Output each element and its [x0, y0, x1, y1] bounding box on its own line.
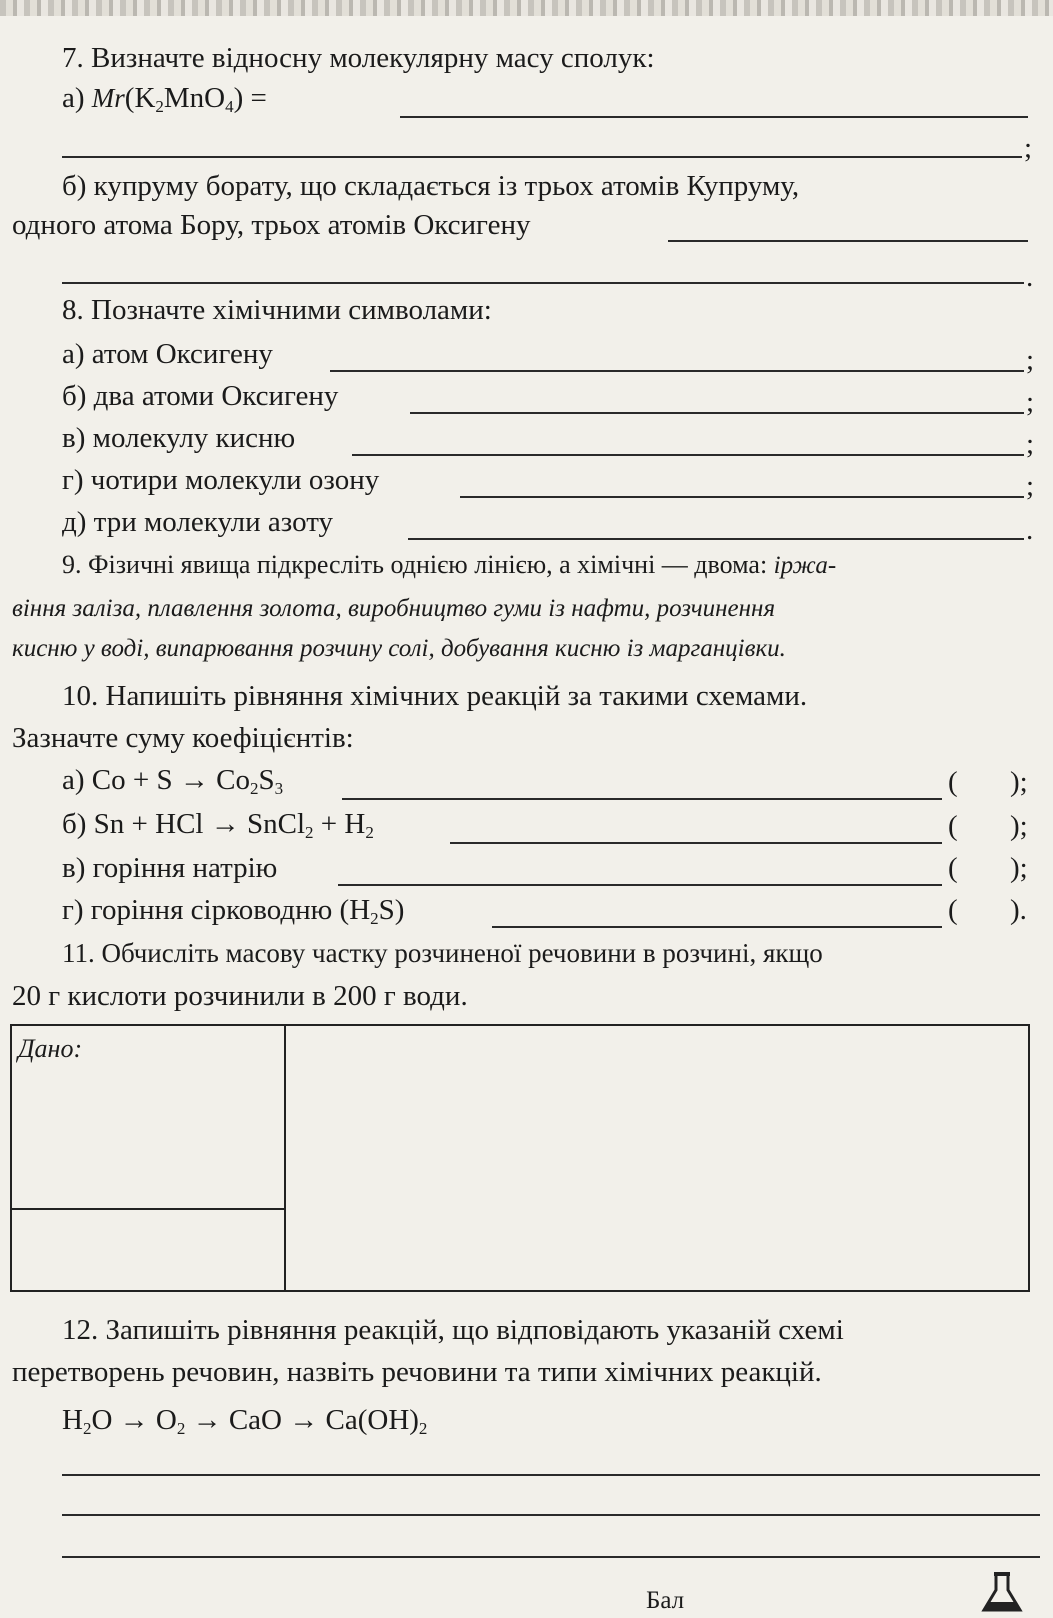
given-label: Дано:	[18, 1034, 83, 1063]
q10-b-part1: б) Sn + HCl → SnCl	[62, 808, 306, 840]
q10-b-scheme	[62, 808, 374, 842]
q8-item-a: а) атом Оксигену	[62, 338, 273, 370]
answer-line[interactable]	[330, 370, 1024, 372]
coef-close-paren: ).	[1010, 894, 1027, 926]
coef-open-paren: (	[948, 894, 958, 926]
answer-line[interactable]	[408, 538, 1024, 540]
q9-line1-text: 9. Фізичні явища підкресліть однією лінією, а хімічні — двома:	[62, 550, 774, 579]
answer-line[interactable]	[62, 1514, 1040, 1516]
coef-close-paren: );	[1010, 810, 1028, 842]
line-end-mark: ;	[1024, 132, 1033, 164]
coef-close-paren: );	[1010, 766, 1028, 798]
q8-item-c: в) молекулу кисню	[62, 422, 296, 454]
q8-item-b: б) два атоми Оксигену	[62, 380, 339, 412]
q10-a-sub1: 2	[249, 779, 259, 798]
scan-top-edge	[0, 0, 1053, 16]
q12-scheme-sub1: 2	[82, 1419, 92, 1438]
given-area[interactable]	[14, 1072, 282, 1206]
solution-area[interactable]	[288, 1028, 1026, 1290]
q12-line2: перетворень речовин, назвіть речовини та типи хімічних реакцій.	[12, 1356, 822, 1388]
q11-line1: 11. Обчисліть масову частку розчиненої речовини в розчині, якщо	[62, 938, 823, 968]
coef-open-paren: (	[948, 766, 958, 798]
q12-scheme-sub2: 2	[176, 1419, 186, 1438]
q7-a-part3: ) =	[233, 82, 267, 114]
q10-b-sub1: 2	[305, 823, 314, 842]
answer-line[interactable]	[668, 240, 1028, 242]
q7-a-prefix: а)	[62, 82, 92, 114]
q10-c-scheme: в) горіння натрію	[62, 852, 278, 884]
q7-b-line2: одного атома Бору, трьох атомів Оксигену	[12, 209, 531, 241]
coef-close-paren: );	[1010, 852, 1028, 884]
q8-title: 8. Позначте хімічними символами:	[62, 294, 492, 326]
line-end-mark: ;	[1026, 428, 1035, 460]
q10-a-scheme	[62, 764, 284, 798]
flask-icon	[978, 1566, 1026, 1613]
score-label: Бал	[646, 1587, 685, 1614]
q7-a-part2: MnO	[163, 82, 226, 114]
answer-line[interactable]	[400, 116, 1028, 118]
q9-line3: кисню у воді, випарювання розчину солі, добування кисню із марганцівки.	[12, 635, 786, 662]
q10-a-sub2: 3	[274, 779, 284, 798]
answer-line[interactable]	[62, 282, 1024, 284]
q12-scheme	[62, 1404, 428, 1438]
answer-line[interactable]	[410, 412, 1024, 414]
given-find-divider	[10, 1208, 286, 1210]
line-end-mark: ;	[1026, 470, 1035, 502]
given-column-divider	[284, 1024, 286, 1292]
coef-open-paren: (	[948, 852, 958, 884]
q12-scheme-part3: → CaO → Ca(OH)	[185, 1404, 419, 1436]
q10-line2: Зазначте суму коефіцієнтів:	[12, 722, 354, 754]
q11-line2: 20 г кислоти розчинили в 200 г води.	[12, 980, 468, 1012]
answer-line[interactable]	[352, 454, 1024, 456]
q10-d-part1: г) горіння сірководню (H	[62, 894, 371, 926]
q12-line1: 12. Запишіть рівняння реакцій, що відповідають указаній схемі	[62, 1314, 844, 1346]
q7-title: 7. Визначте відносну молекулярну масу сполук:	[62, 42, 655, 74]
coef-open-paren: (	[948, 810, 958, 842]
q8-item-d: г) чотири молекули озону	[62, 464, 380, 496]
q10-b-part2: + H	[313, 808, 366, 840]
line-end-mark: ;	[1026, 344, 1035, 376]
q12-scheme-part2: O → O	[91, 1404, 177, 1436]
answer-line[interactable]	[492, 926, 942, 928]
q12-scheme-sub3: 2	[418, 1419, 428, 1438]
q7-a-formula	[62, 82, 267, 116]
q10-b-sub2: 2	[365, 823, 374, 842]
answer-line[interactable]	[450, 842, 942, 844]
q7-a-part1: (K	[124, 82, 156, 114]
q7-b-line1: б) купруму борату, що складається із трьох атомів Купруму,	[62, 170, 800, 202]
q9-line1	[62, 552, 836, 578]
line-end-mark: .	[1026, 514, 1034, 546]
q7-a-sub2: 4	[225, 97, 234, 116]
answer-line[interactable]	[62, 1556, 1040, 1558]
answer-line[interactable]	[338, 884, 942, 886]
q12-scheme-part1: H	[62, 1404, 83, 1436]
q10-d-sub1: 2	[370, 909, 379, 928]
q7-a-sub1: 2	[155, 97, 164, 116]
line-end-mark: .	[1026, 261, 1034, 293]
answer-line[interactable]	[62, 156, 1022, 158]
q9-line1-italic: іржа-	[773, 552, 837, 579]
q10-a-part1: а) Co + S → Co	[62, 764, 250, 796]
q9-line2: віння заліза, плавлення золота, виробництво гуми із нафти, розчинення	[12, 595, 776, 622]
find-area[interactable]	[14, 1212, 282, 1290]
q10-d-scheme	[62, 894, 405, 928]
q10-line1: 10. Напишіть рівняння хімічних реакцій за такими схемами.	[62, 680, 808, 712]
q10-d-part2: S)	[378, 894, 405, 926]
q7-a-mr: Mr	[91, 83, 125, 113]
q8-item-e: д) три молекули азоту	[62, 506, 333, 538]
answer-line[interactable]	[460, 496, 1024, 498]
q10-a-part2: S	[258, 764, 275, 796]
answer-line[interactable]	[62, 1474, 1040, 1476]
answer-line[interactable]	[342, 798, 942, 800]
line-end-mark: ;	[1026, 386, 1035, 418]
